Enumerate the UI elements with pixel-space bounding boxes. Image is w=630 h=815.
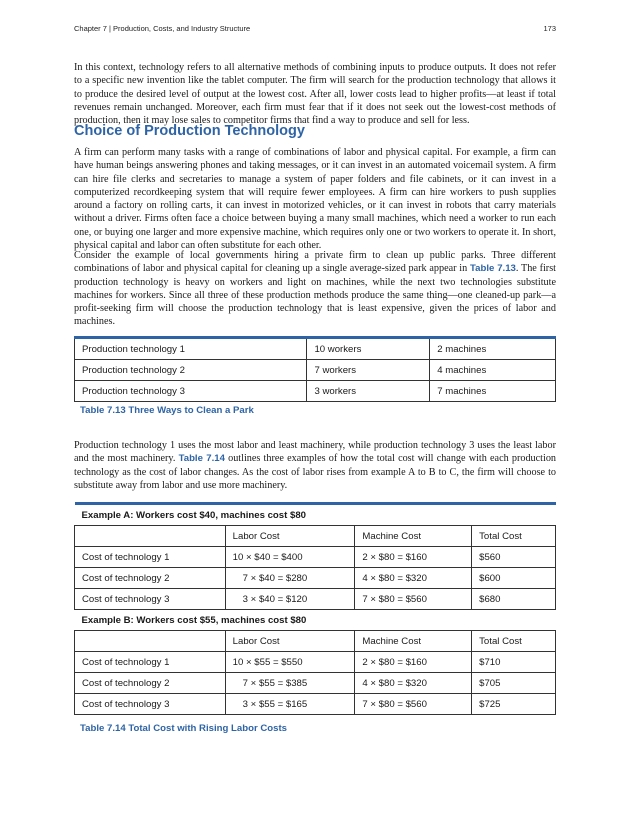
- table-row: [75, 338, 556, 360]
- table-cell: Production technology 1: [75, 338, 307, 360]
- chapter-title: Chapter 7 | Production, Costs, and Industry Structure: [74, 24, 251, 33]
- table-cell: Cost of technology 3: [75, 694, 226, 715]
- running-header: [74, 24, 556, 36]
- table-cell: 7 × $80 = $560: [355, 694, 472, 715]
- body-paragraph-1: A firm can perform many tasks with a range of combinations of labor and physical capital. For example, a firm can have human beings answering phones and taking messages, or it can invest in an automated voicemail system. A firm can hire file clerks and secretaries to manage a system of paper folders and file cabinets, or it can invest in a computerized recordkeeping system that will require fewer employees. A firm can hire workers to push supplies around a factory on rolling carts, it can invest in motorized vehicles, or it can invest in robots that carry materials without a driver. Firms often face a choice between buying a many small machines, which need a worker to run each one, or buying one larger and more expensive machine, which requires only one or two workers to operate it. In short, physical capital and labor can often substitute for each other.: [74, 147, 556, 252]
- header-cell: Total Cost: [472, 526, 556, 547]
- table-cell: 10 workers: [307, 338, 430, 360]
- table-cell: $560: [472, 547, 556, 568]
- paragraph-2-text-a: Consider the example of local governments hiring a private firm to clean up public parks. Three different combinations of labor and physical capital for cleaning up a single average-sized park appear in: [74, 250, 556, 275]
- table-row: [75, 652, 556, 673]
- table-cell: 7 × $40 = $280: [225, 568, 355, 589]
- table-7-14: [74, 502, 556, 715]
- header-cell: Machine Cost: [355, 526, 472, 547]
- table-cell: 3 × $40 = $120: [225, 589, 355, 610]
- example-a-title: Example A: Workers cost $40, machines cost $80: [75, 504, 556, 526]
- table-cell: Production technology 2: [75, 360, 307, 381]
- table-cell: 2 × $80 = $160: [355, 547, 472, 568]
- body-paragraph-3: [74, 439, 556, 492]
- paragraph-2-text-b: . The first production technology is heavy on workers and light on machines, while the next two technologies substitute machines for workers. Since all three of these production methods produce the same thing—one cleaned-up park—a profit-seeking firm will choose the production technology that is least expensive, given the prices of labor and machines.: [74, 263, 556, 328]
- header-cell: Labor Cost: [225, 631, 355, 652]
- table-row: [75, 381, 556, 402]
- example-b-title-row: [75, 610, 556, 631]
- table-row: [75, 589, 556, 610]
- table-cell: Cost of technology 3: [75, 589, 226, 610]
- table-cell: 10 × $55 = $550: [225, 652, 355, 673]
- table-cell: Cost of technology 2: [75, 673, 226, 694]
- table-row: [75, 568, 556, 589]
- table-cell: $710: [472, 652, 556, 673]
- intro-paragraph: In this context, technology refers to all alternative methods of combining inputs to produce outputs. It does not refer to a specific new invention like the tablet computer. The firm will search for the production technology that allows it to produce the desired level of output at the lowest cost. After all, lower costs lead to higher profits—at least if total revenues remain unchanged. Moreover, each firm must fear that if it does not seek out the lowest-cost methods of production, then it may lose sales to competitor firms that find a way to produce and sell for less.: [74, 62, 556, 127]
- page-number: 173: [543, 24, 556, 33]
- example-a-title-row: [75, 504, 556, 526]
- section-heading: Choice of Production Technology: [74, 123, 305, 139]
- paragraph-3-text-b: outlines three examples of how the total cost will change with each production technology as the cost of labor changes. As the cost of labor rises from example A to B to C, the firm will choose to substitute away from labor and use more machinery.: [74, 453, 557, 491]
- table-cell: 4 × $80 = $320: [355, 568, 472, 589]
- paragraph-3-text-a: Production technology 1 uses the most labor and least machinery, while production technology 3 uses the least labor and the most machinery.: [74, 440, 556, 465]
- table-cell: Cost of technology 1: [75, 652, 226, 673]
- table-header-row: [75, 631, 556, 652]
- table-7-13-link[interactable]: Table 7.13: [469, 263, 516, 275]
- table-cell: 4 × $80 = $320: [355, 673, 472, 694]
- table-row: [75, 673, 556, 694]
- table-cell: Cost of technology 1: [75, 547, 226, 568]
- table-cell: 3 workers: [307, 381, 430, 402]
- table-cell: 10 × $40 = $400: [225, 547, 355, 568]
- table-cell: $725: [472, 694, 556, 715]
- table-7-13-caption: Table 7.13 Three Ways to Clean a Park: [80, 405, 254, 416]
- header-cell: Total Cost: [472, 631, 556, 652]
- table-cell: $705: [472, 673, 556, 694]
- table-cell: 7 × $80 = $560: [355, 589, 472, 610]
- table-cell: 4 machines: [430, 360, 556, 381]
- table-header-row: [75, 526, 556, 547]
- table-7-13: [74, 336, 556, 402]
- header-cell: Labor Cost: [225, 526, 355, 547]
- table-cell: 2 machines: [430, 338, 556, 360]
- table-7-14-link[interactable]: Table 7.14: [178, 453, 225, 465]
- table-cell: $600: [472, 568, 556, 589]
- body-paragraph-2: [74, 249, 556, 329]
- table-cell: 2 × $80 = $160: [355, 652, 472, 673]
- table-cell: 7 workers: [307, 360, 430, 381]
- header-cell: Machine Cost: [355, 631, 472, 652]
- table-row: [75, 547, 556, 568]
- header-cell: [75, 631, 226, 652]
- table-cell: Production technology 3: [75, 381, 307, 402]
- table-row: [75, 360, 556, 381]
- table-cell: 7 machines: [430, 381, 556, 402]
- example-b-title: Example B: Workers cost $55, machines cost $80: [75, 610, 556, 631]
- table-cell: 7 × $55 = $385: [225, 673, 355, 694]
- table-cell: $680: [472, 589, 556, 610]
- header-cell: [75, 526, 226, 547]
- table-row: [75, 694, 556, 715]
- table-cell: Cost of technology 2: [75, 568, 226, 589]
- table-cell: 3 × $55 = $165: [225, 694, 355, 715]
- table-7-14-caption: Table 7.14 Total Cost with Rising Labor Costs: [80, 723, 288, 734]
